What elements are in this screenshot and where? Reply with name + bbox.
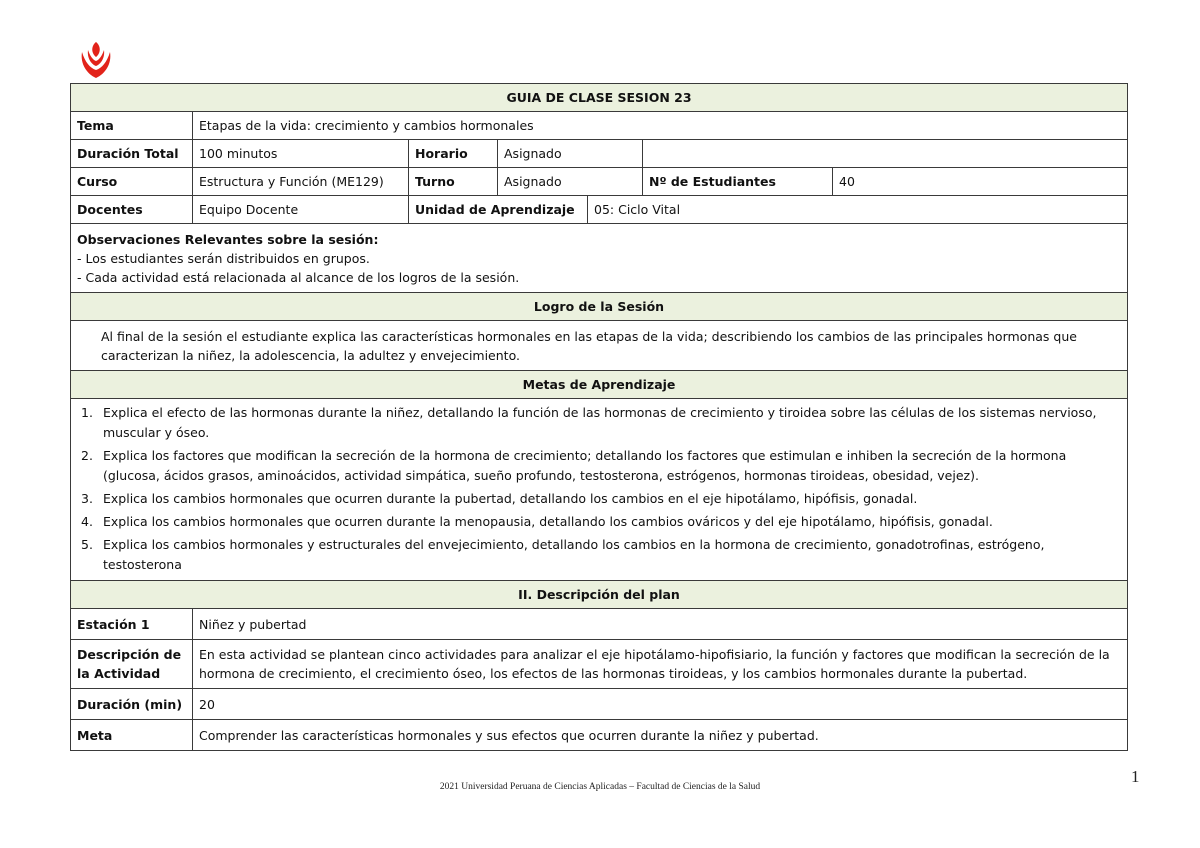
guide-title: GUIA DE CLASE SESION 23 bbox=[71, 84, 1128, 112]
duracion-value: 100 minutos bbox=[193, 140, 409, 168]
horario-empty-cell bbox=[643, 140, 1128, 168]
observaciones-cell bbox=[71, 224, 1128, 293]
estacion-label: Estación 1 bbox=[71, 609, 193, 640]
curso-label: Curso bbox=[71, 168, 193, 196]
metas-cell bbox=[71, 399, 1128, 581]
meta-item: 3. Explica los cambios hormonales que ocurren durante la pubertad, detallando los cambios en el eje hipotálamo, hipófisis, gonadal. bbox=[81, 491, 918, 506]
estacion-value: Niñez y pubertad bbox=[193, 609, 1128, 640]
page-number: 1 bbox=[1131, 767, 1140, 786]
class-guide-table bbox=[70, 83, 1128, 751]
logro-title: Logro de la Sesión bbox=[71, 293, 1128, 321]
logro-text: Al final de la sesión el estudiante explica las características hormonales en las etapas de la vida; describiendo los cambios de las principales hormonas que caracterizan la niñez, la adolescencia, la adultez y envejecimiento. bbox=[71, 321, 1128, 371]
meta-value: Comprender las características hormonales y sus efectos que ocurren durante la niñez y pubertad. bbox=[193, 720, 1128, 751]
horario-value: Asignado bbox=[498, 140, 643, 168]
meta-item: 4. Explica los cambios hormonales que ocurren durante la menopausia, detallando los cambios ováricos y del eje hipotálamo, hipófisis, gonadal. bbox=[81, 514, 993, 529]
estudiantes-value: 40 bbox=[833, 168, 1128, 196]
duracion-min-label: Duración (min) bbox=[71, 689, 193, 720]
observaciones-line: - Los estudiantes serán distribuidos en grupos. bbox=[77, 251, 370, 266]
tema-label: Tema bbox=[71, 112, 193, 140]
unidad-value: 05: Ciclo Vital bbox=[588, 196, 1128, 224]
meta-item: 1. Explica el efecto de las hormonas durante la niñez, detallando la función de las hormonas de crecimiento y tiroidea sobre las células de los sistemas nervioso, muscular y óseo. bbox=[81, 405, 1097, 440]
observaciones-line: - Cada actividad está relacionada al alcance de los logros de la sesión. bbox=[77, 270, 520, 285]
plan-title: II. Descripción del plan bbox=[71, 581, 1128, 609]
horario-label: Horario bbox=[409, 140, 498, 168]
docentes-value: Equipo Docente bbox=[193, 196, 409, 224]
metas-title: Metas de Aprendizaje bbox=[71, 371, 1128, 399]
meta-item: 5. Explica los cambios hormonales y estructurales del envejecimiento, detallando los cambios en la hormona de crecimiento, gonadotrofinas, estrógeno, testosterona bbox=[81, 537, 1045, 572]
docentes-label: Docentes bbox=[71, 196, 193, 224]
tema-value: Etapas de la vida: crecimiento y cambios hormonales bbox=[193, 112, 1128, 140]
duracion-min-value: 20 bbox=[193, 689, 1128, 720]
estudiantes-label: Nº de Estudiantes bbox=[643, 168, 833, 196]
observaciones-title: Observaciones Relevantes sobre la sesión: bbox=[77, 232, 379, 247]
turno-label: Turno bbox=[409, 168, 498, 196]
meta-label: Meta bbox=[71, 720, 193, 751]
unidad-label: Unidad de Aprendizaje bbox=[409, 196, 588, 224]
metas-list bbox=[77, 403, 1121, 575]
duracion-label: Duración Total bbox=[71, 140, 193, 168]
curso-value: Estructura y Función (ME129) bbox=[193, 168, 409, 196]
meta-item: 2. Explica los factores que modifican la secreción de la hormona de crecimiento; detallando los factores que estimulan e inhiben la secreción de la hormona (glucosa, ácidos grasos, aminoácidos, actividad simpática, sueño profundo, testosterona, estrógenos, hormonas tiroideas, obesidad, vejez). bbox=[81, 448, 1067, 483]
turno-value: Asignado bbox=[498, 168, 643, 196]
upc-logo-icon bbox=[74, 38, 118, 82]
footer-text: 2021 Universidad Peruana de Ciencias Aplicadas – Facultad de Ciencias de la Salud bbox=[439, 782, 761, 792]
descripcion-label: Descripción de la Actividad bbox=[71, 640, 193, 689]
descripcion-value: En esta actividad se plantean cinco actividades para analizar el eje hipotálamo-hipofisiario, la función y factores que modifican la secreción de la hormona de crecimiento, el crecimiento óseo, los efectos de las hormonas tiroideas, y los cambios hormonales durante la pubertad. bbox=[193, 640, 1128, 689]
